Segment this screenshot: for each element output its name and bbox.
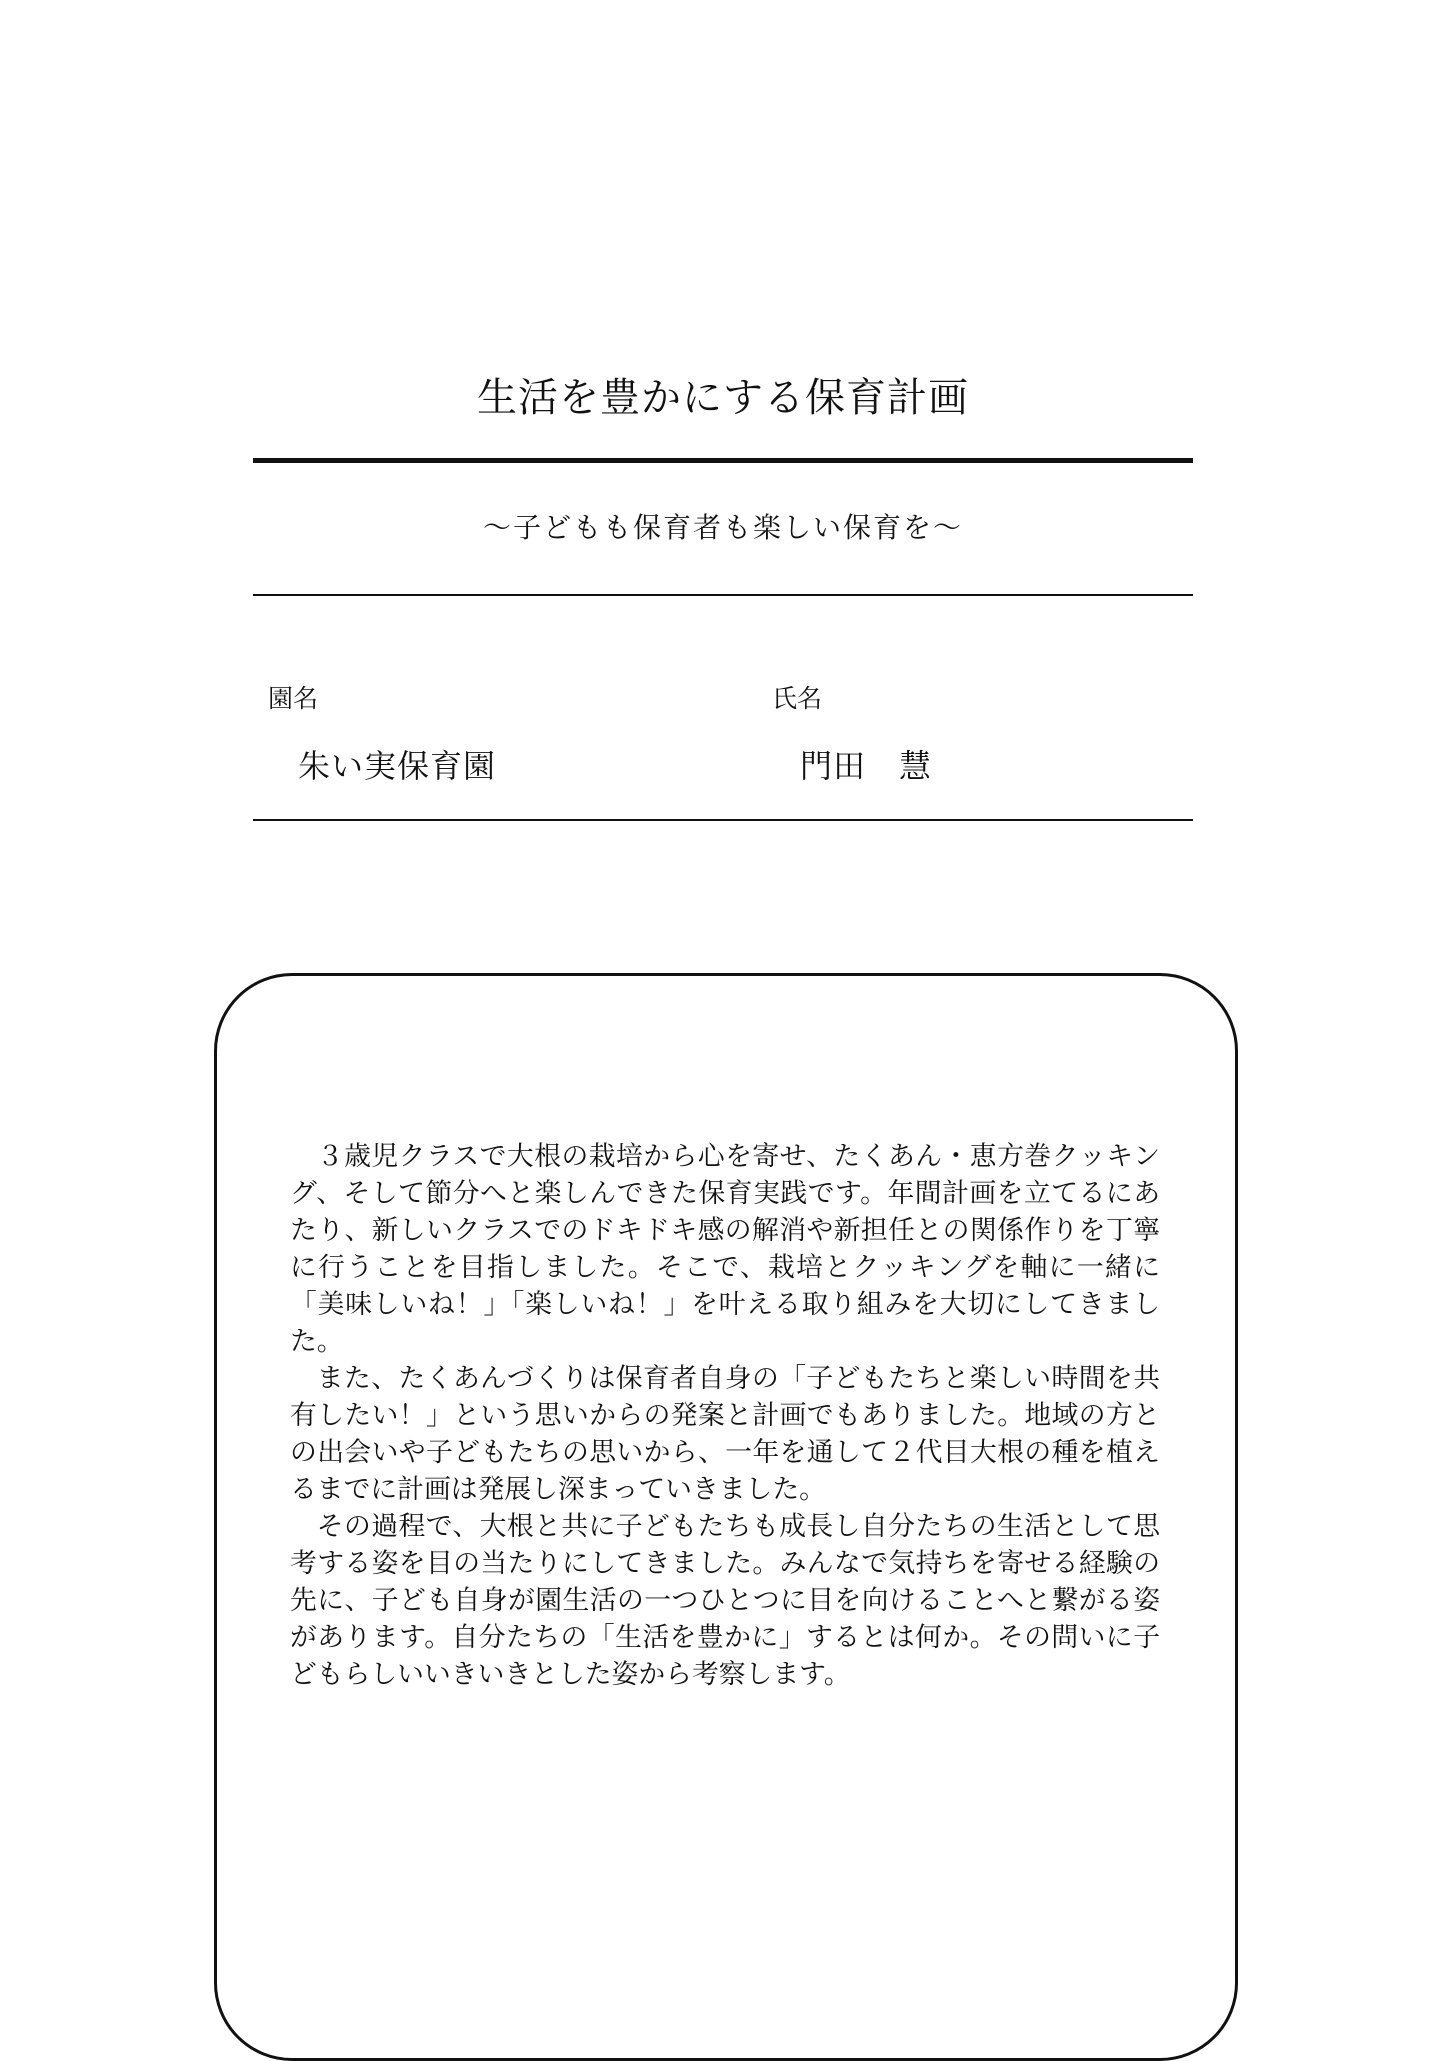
school-name: 朱い実保育園	[298, 747, 497, 785]
info-divider	[253, 819, 1193, 821]
page-subtitle: 〜子どもも保育者も楽しい保育を〜	[482, 511, 963, 544]
title-divider	[253, 458, 1193, 463]
author-label: 氏名	[772, 684, 823, 713]
abstract-paragraph: また、たくあんづくりは保育者自身の「子どもたちと楽しい時間を共有したい！」という思いからの発案と計画でもありました。地域の方との出会いや子どもたちの思いから、一年を通して２代目大根の種を植えるまでに計画は発展し深まっていきました。	[290, 1363, 1160, 1505]
abstract-paragraph: ３歳児クラスで大根の栽培から心を寄せ、たくあん・恵方巻クッキング、そして節分へと楽しんできた保育実践です。年間計画を立てるにあたり、新しいクラスでのドキドキ感の解消や新担任との関係作りを丁寧に行うことを目指しました。そこで、栽培とクッキングを軸に一緒に「美味しいね！」「楽しいね！」を叶える取り組みを大切にしてきました。	[290, 1141, 1160, 1357]
page-title: 生活を豊かにする保育計画	[477, 375, 969, 421]
abstract-paragraph: その過程で、大根と共に子どもたちも成長し自分たちの生活として思考する姿を目の当たりにしてきました。みんなで気持ちを寄せる経験の先に、子ども自身が園生活の一つひとつに目を向けることへと繋がる姿があります。自分たちの「生活を豊かに」するとは何か。その問いに子どもらしいいきいきとした姿から考察します。	[290, 1511, 1160, 1690]
subtitle-divider	[253, 594, 1193, 596]
abstract-text	[290, 1138, 1160, 1693]
author-name: 門田 慧	[800, 747, 933, 785]
school-label: 園名	[268, 684, 319, 713]
